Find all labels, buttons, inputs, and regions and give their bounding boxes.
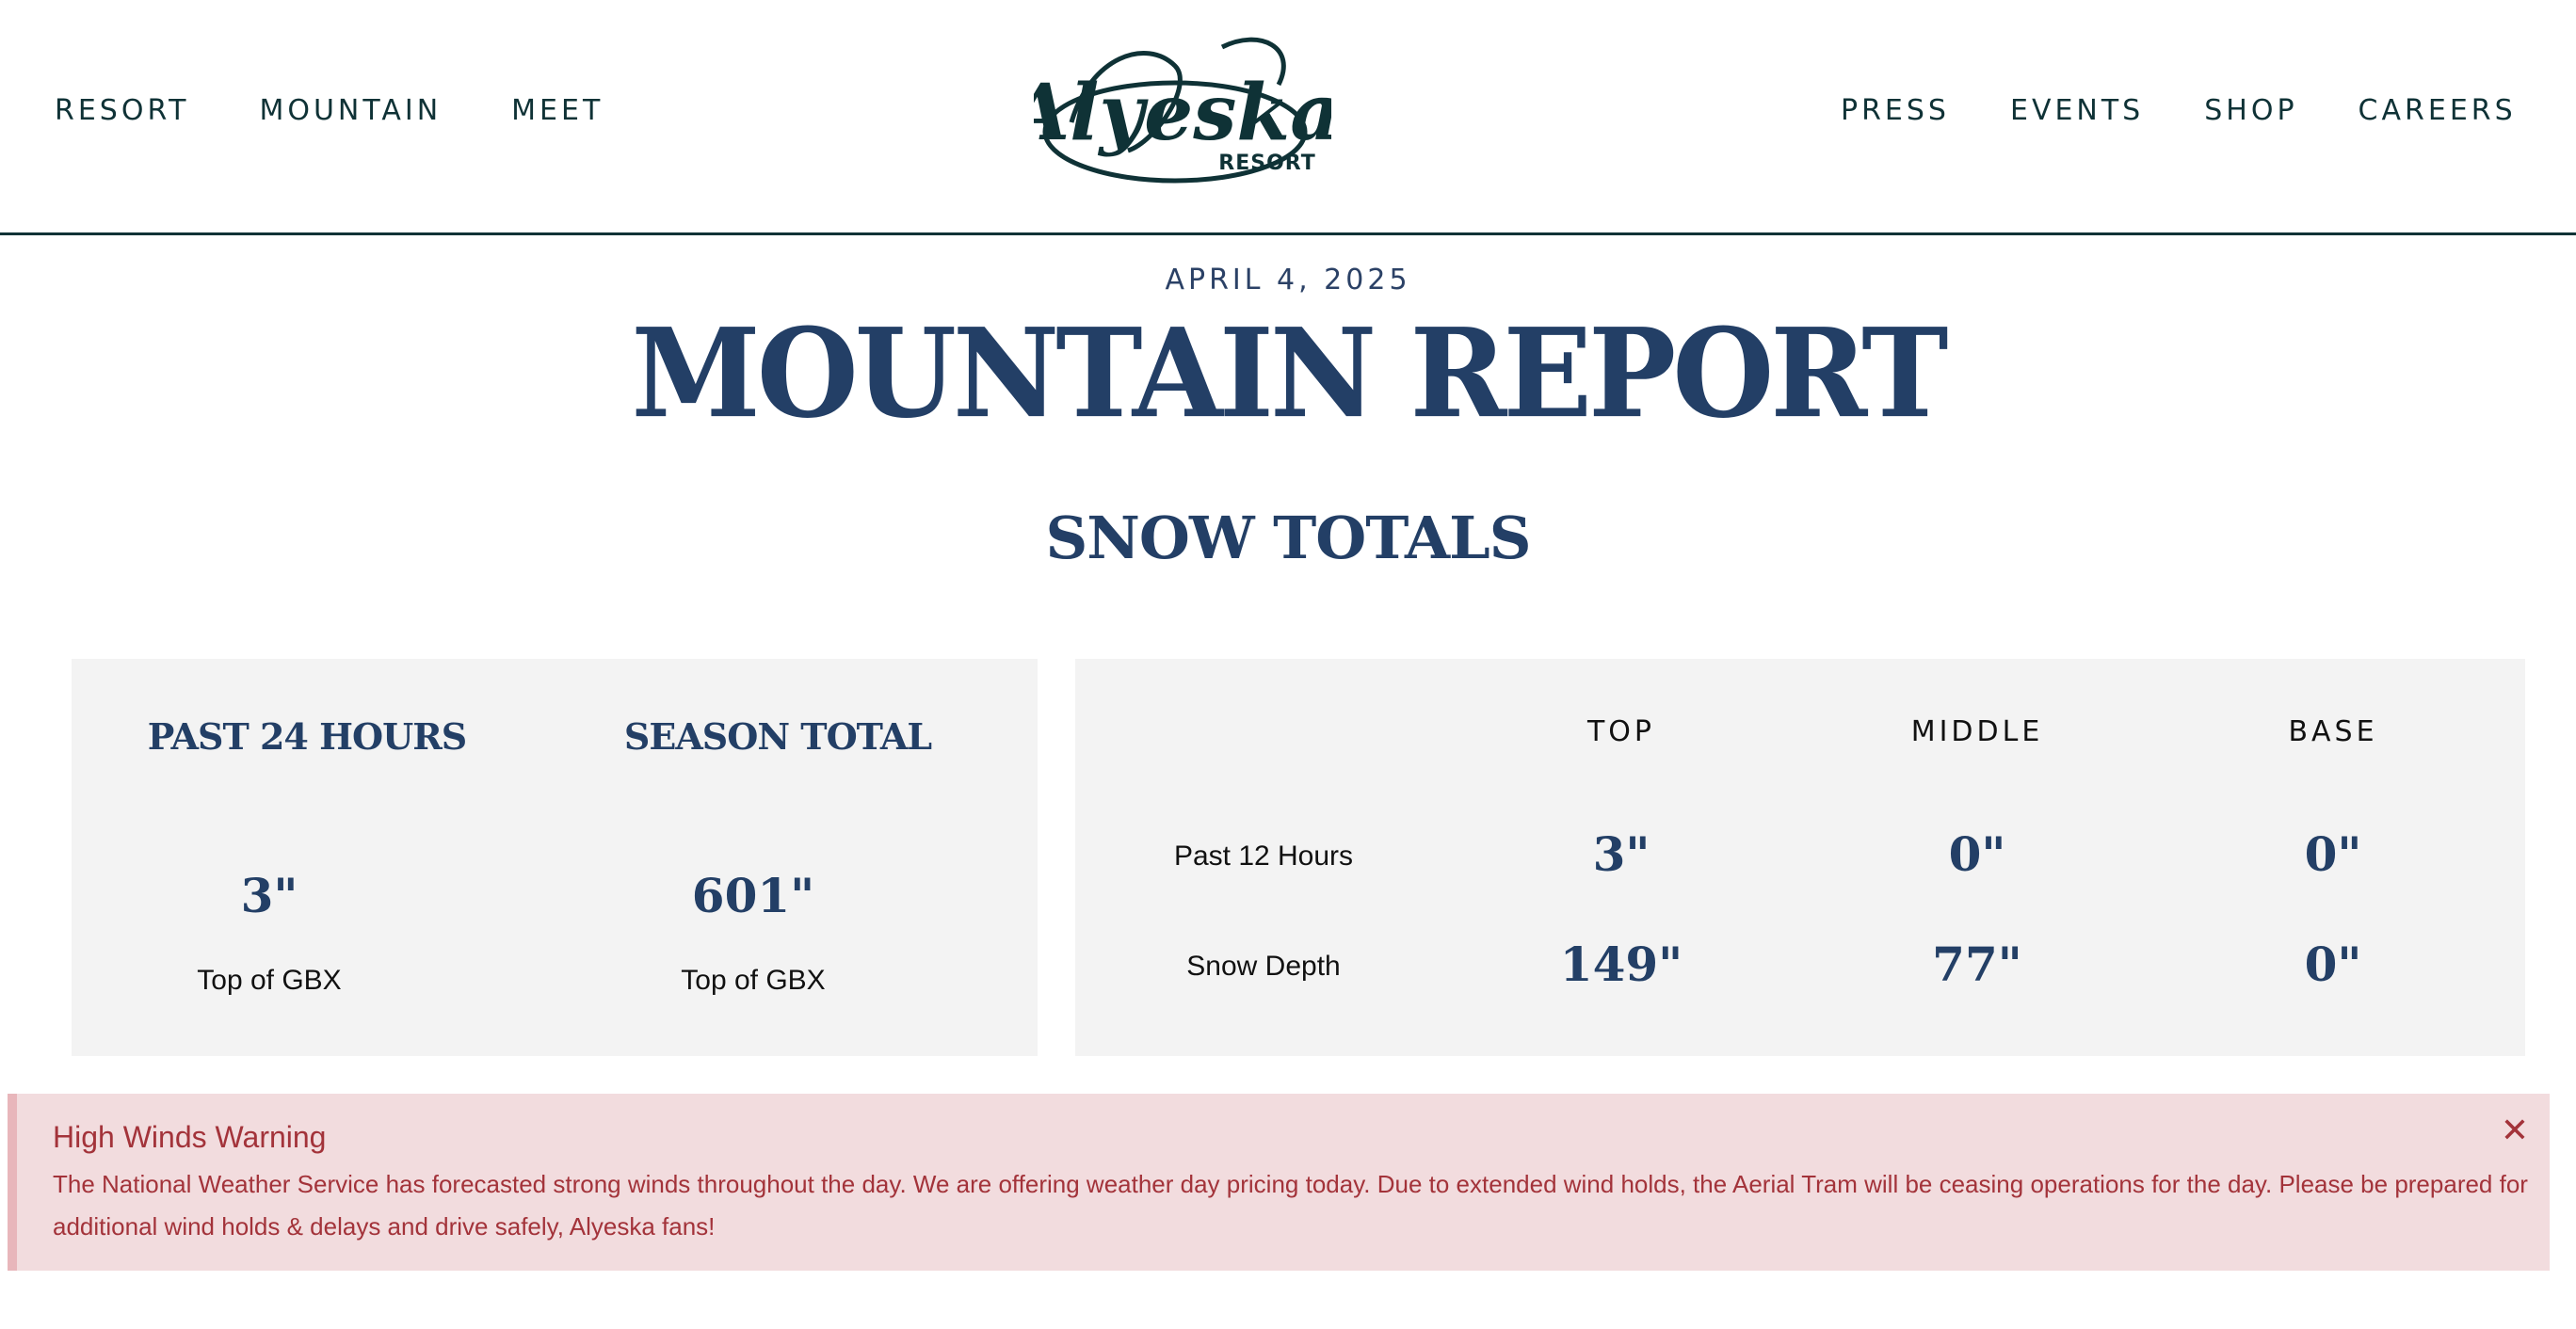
- logo-script-text: Alyeska: [1034, 68, 1331, 158]
- site-header: [0, 0, 2576, 235]
- grid-row-label-snow-depth: Snow Depth: [1186, 951, 1341, 982]
- nav-item-careers[interactable]: CAREERS: [2358, 94, 2517, 127]
- season-total-location: Top of GBX: [681, 965, 826, 996]
- close-icon[interactable]: ✕: [2500, 1112, 2529, 1150]
- nav-item-meet[interactable]: MEET: [511, 94, 604, 127]
- past-24-hours-value: 3": [240, 868, 298, 923]
- nav-item-resort[interactable]: RESORT: [55, 94, 190, 127]
- season-total-heading: SEASON TOTAL: [623, 715, 932, 758]
- grid-cell-depth-middle: 77": [1932, 937, 2022, 992]
- season-total-value: 601": [691, 868, 815, 923]
- grid-cell-past-12-middle: 0": [1948, 826, 2006, 882]
- logo-sub-text: RESORT: [1218, 152, 1316, 175]
- grid-row-label-past-12-hours: Past 12 Hours: [1173, 841, 1354, 872]
- nav-left: [55, 94, 673, 127]
- page-title: MOUNTAIN REPORT: [631, 302, 1945, 446]
- snow-totals-summary-panel: [72, 659, 1038, 1056]
- nav-item-shop[interactable]: SHOP: [2204, 94, 2298, 127]
- grid-col-top: TOP: [1586, 715, 1656, 748]
- snow-depth-grid-panel: [1075, 659, 2525, 1056]
- nav-right: [1841, 94, 2576, 127]
- alert-title: High Winds Warning: [53, 1120, 327, 1154]
- grid-col-middle: MIDDLE: [1910, 715, 2044, 748]
- past-24-hours-heading: PAST 24 HOURS: [147, 715, 467, 758]
- report-date: APRIL 4, 2025: [1165, 264, 1411, 296]
- grid-cell-past-12-base: 0": [2304, 826, 2362, 882]
- grid-cell-depth-top: 149": [1559, 937, 1683, 992]
- section-title-snow-totals: SNOW TOTALS: [1045, 504, 1531, 572]
- grid-cell-past-12-top: 3": [1592, 826, 1650, 882]
- grid-col-base: BASE: [2288, 715, 2378, 748]
- alert-body: The National Weather Service has forecasted strong winds throughout the day. We are offering weather day pricing today. Due to extended wind holds, the Aerial Tram will be ceasing operations for the day. Please be prepared for additional wind holds & delays and drive safely, Alyeska fans!: [53, 1170, 2528, 1241]
- nav-item-mountain[interactable]: MOUNTAIN: [259, 94, 443, 127]
- alyeska-resort-logo[interactable]: [1034, 28, 1331, 196]
- high-winds-alert: [8, 1094, 2550, 1271]
- grid-cell-depth-base: 0": [2304, 937, 2362, 992]
- nav-item-press[interactable]: PRESS: [1841, 94, 1950, 127]
- past-24-hours-location: Top of GBX: [197, 965, 342, 996]
- alyeska-logo-icon: [1034, 28, 1331, 196]
- nav-item-events[interactable]: EVENTS: [2009, 94, 2145, 127]
